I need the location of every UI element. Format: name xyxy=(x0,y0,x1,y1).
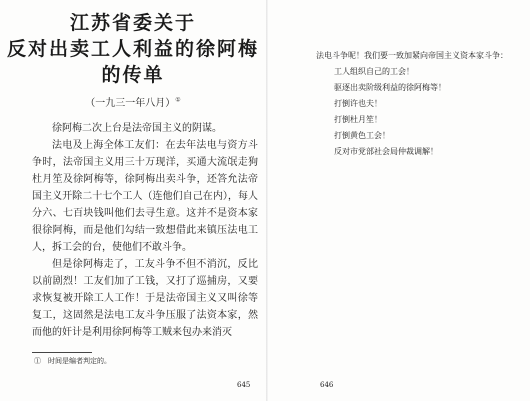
document-title-line-1: 江苏省委关于 xyxy=(69,12,196,34)
footnote: ① 时间是编者判定的。 xyxy=(34,357,111,365)
page-number-right: 646 xyxy=(320,381,334,389)
right-page-text xyxy=(316,48,521,160)
slogan-item: 反对市党部社会局仲裁调解！ xyxy=(334,147,438,156)
document-title-line-2: 反对出卖工人利益的徐阿梅 xyxy=(6,38,259,60)
document-date xyxy=(0,94,266,109)
footnote-divider xyxy=(32,352,92,353)
continuation-paragraph: 法电斗争呢！我们要一致加紧向帝国主义资本家斗争： xyxy=(316,51,508,60)
paragraph-headline: 徐阿梅二次上台是法帝国主义的阴谋。 xyxy=(52,123,222,134)
slogan-item: 工人组织自己的工会！ xyxy=(334,67,414,76)
paragraph: 但是徐阿梅走了，工友斗争不但不消沉，反比以前剧烈！工友们加了工钱，又打了巡捕房，又要求恢复被开除工人工作！于是法帝国主义又叫徐等复工，这固然是法电工友斗争压服了法资本家，然而他的奸计是利用徐阿梅等工贼来包办来消灭 xyxy=(32,259,258,338)
date-text: （一九三一年八月） xyxy=(85,98,176,109)
document-title-line-3: 的传单 xyxy=(101,64,165,86)
slogan-item: 打倒许也夫！ xyxy=(334,99,382,108)
footnote-marker: ① xyxy=(175,96,181,104)
slogan-list xyxy=(316,64,521,160)
body-text xyxy=(32,120,258,341)
slogan-item: 打倒黄色工会！ xyxy=(334,131,390,140)
slogan-item: 驱逐出卖阶级利益的徐阿梅等！ xyxy=(334,83,446,92)
paragraph: 法电及上海全体工友们：在去年法电与资方斗争时，法帝国主义用三十万现洋，买通大流氓走狗杜月笙及徐阿梅等，徐阿梅出卖斗争，还答允法帝国主义开除二十七个工人（连他们自己在内），每人分六、七百块钱叫他们去寻生意。这并不是资本家很徐阿梅，而是他们勾结一致想借此来镇压法电工人，拆工会的台，使他们不敢斗争。 xyxy=(32,140,258,253)
right-page xyxy=(268,0,530,401)
page-number-left: 645 xyxy=(237,381,251,389)
slogan-item: 打倒杜月笙！ xyxy=(334,115,382,124)
